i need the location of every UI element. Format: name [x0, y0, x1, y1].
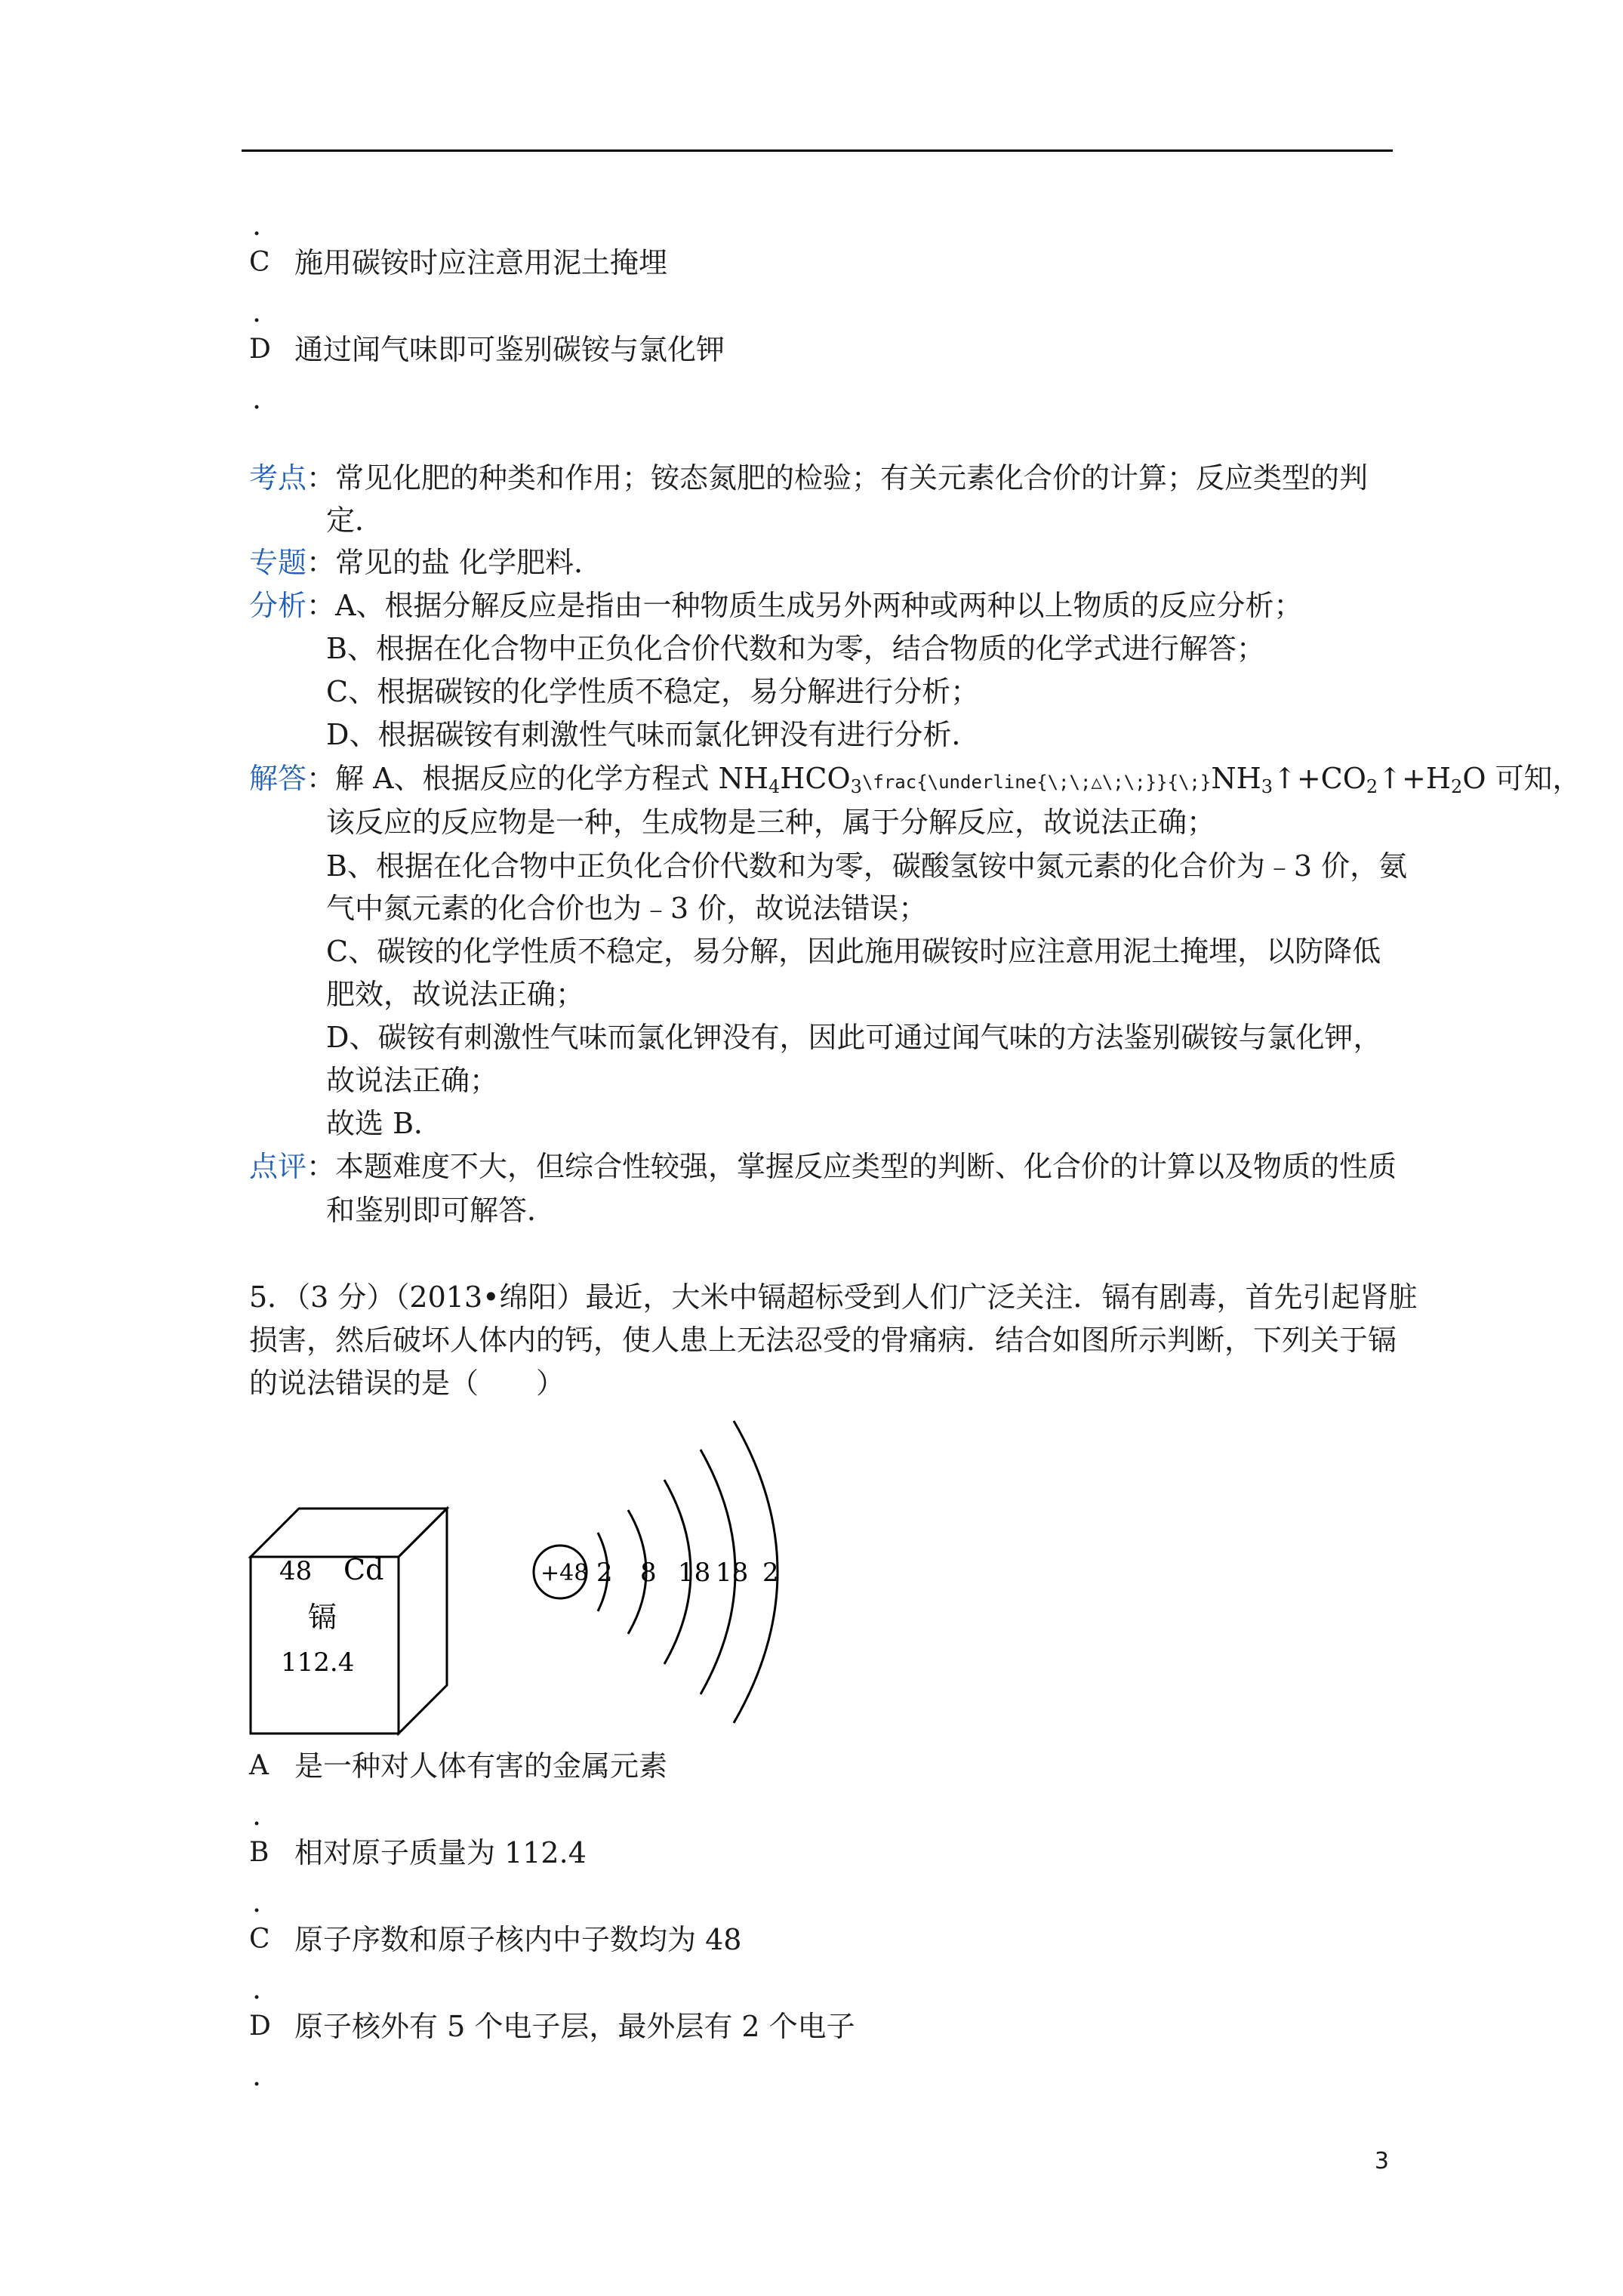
kaodian-label: 考点	[249, 461, 307, 495]
equation-markup: \frac{\underline{\;\;△\;\;}}{\;}	[861, 772, 1212, 793]
jieda-line-d2: 故说法正确；	[326, 1064, 499, 1097]
dianping-line-2: 和鉴别即可解答．	[326, 1194, 556, 1227]
jieda-line-a: 解答：解 A、根据反应的化学方程式 $NH_4HCO_3\backslash frac\{\backslash underline\{\backslash;\backslash;\triangle\backslash;\backslash;\}\}\{\backslash;\}NH_3↑+CO_2↑+H_2O$ 可知，	[249, 762, 1581, 797]
fenxi-line-c: C、根据碳铵的化学性质不稳定，易分解进行分析；	[326, 675, 980, 708]
shell-electrons: 18	[678, 1558, 711, 1588]
fenxi-line-d: D、根据碳铵有刺激性气味而氯化钾没有进行分析．	[326, 718, 981, 751]
fenxi-label: 分析	[249, 589, 307, 622]
jieda-line-d1: D、碳铵有刺激性气味而氯化钾没有，因此可通过闻气味的方法鉴别碳铵与氯化钾，	[326, 1021, 1382, 1054]
q5-option-a-text: 是一种对人体有害的金属元素	[294, 1749, 668, 1783]
fenxi-line-a: 分析：A、根据分解反应是指由一种物质生成另外两种或两种以上物质的反应分析；	[249, 589, 1303, 622]
option-separator: .	[252, 382, 262, 415]
option-separator: .	[252, 295, 262, 328]
shell-electrons: 8	[640, 1558, 657, 1588]
atomic-mass: 112.4	[281, 1647, 355, 1678]
jieda-line-c2: 肥效，故说法正确；	[326, 978, 585, 1011]
dianping-line-1: 点评：本题难度不大，但综合性较强，掌握反应类型的判断、化合价的计算以及物质的性质	[249, 1150, 1397, 1183]
zhuanti-line: 专题：常见的盐 化学肥料．	[249, 546, 603, 579]
q5-option-d-letter: D	[249, 2011, 271, 2042]
q5-option-b-text: 相对原子质量为 112.4	[294, 1836, 587, 1869]
jieda-label: 解答	[249, 762, 307, 795]
option-separator: .	[252, 1885, 262, 1918]
jieda-line-b1: B、根据在化合物中正负化合价代数和为零，碳酸氢铵中氮元素的化合价为﹣3 价，氨	[326, 849, 1408, 883]
shell-electrons: 2	[762, 1558, 779, 1588]
nucleus-charge: +48	[540, 1560, 589, 1586]
zhuanti-label: 专题	[249, 546, 307, 579]
shell-electrons: 18	[716, 1558, 749, 1588]
kaodian-line-1: 考点：常见化肥的种类和作用；铵态氮肥的检验；有关元素化合价的计算；反应类型的判	[249, 461, 1369, 495]
atom-structure-diagram	[534, 1421, 779, 1723]
jieda-line-end: 故选 B．	[326, 1107, 443, 1140]
jieda-line-c1: C、碳铵的化学性质不稳定，易分解，因此施用碳铵时应注意用泥土掩埋，以防降低	[326, 935, 1381, 968]
element-card	[251, 1509, 447, 1734]
question5-line-2: 损害，然后破坏人体内的钙，使人患上无法忍受的骨痛病．结合如图所示判断，下列关于镉	[249, 1324, 1397, 1357]
option-d-text: 通过闻气味即可鉴别碳铵与氯化钾	[294, 333, 725, 366]
q5-option-a-letter: A	[249, 1750, 269, 1781]
jieda-line-b2: 气中氮元素的化合价也为﹣3 价，故说法错误；	[326, 892, 928, 925]
question5-line-1: 5．（3 分）（2013•绵阳）最近，大米中镉超标受到人们广泛关注．镉有剧毒，首先引起肾脏	[249, 1281, 1418, 1314]
option-c-letter: C	[249, 247, 270, 278]
dianping-label: 点评	[249, 1150, 307, 1183]
header-rule	[242, 149, 1393, 152]
question5-line-3: 的说法错误的是（ ）	[249, 1367, 565, 1400]
shell-electrons: 2	[596, 1558, 613, 1588]
option-separator: .	[252, 1972, 262, 2005]
jieda-line-a2: 该反应的反应物是一种，生成物是三种，属于分解反应，故说法正确；	[326, 806, 1216, 839]
q5-option-b-letter: B	[249, 1837, 269, 1868]
element-name: 镉	[308, 1601, 337, 1634]
atomic-number: 48	[279, 1556, 313, 1586]
q5-option-c-text: 原子序数和原子核内中子数均为 48	[294, 1923, 742, 1956]
q5-option-c-letter: C	[249, 1924, 270, 1955]
option-c-text: 施用碳铵时应注意用泥土掩埋	[294, 246, 668, 279]
option-separator: .	[252, 208, 262, 242]
page-number: 3	[1374, 2148, 1389, 2174]
option-d-letter: D	[249, 334, 271, 365]
option-separator: .	[252, 1798, 262, 1832]
fenxi-line-b: B、根据在化合物中正负化合价代数和为零，结合物质的化学式进行解答；	[326, 632, 1265, 665]
element-symbol: Cd	[343, 1553, 384, 1586]
cadmium-figure	[242, 1412, 815, 1744]
option-separator: .	[252, 2059, 262, 2092]
kaodian-line-2: 定．	[326, 504, 384, 537]
q5-option-d-text: 原子核外有 5 个电子层，最外层有 2 个电子	[294, 2010, 855, 2043]
